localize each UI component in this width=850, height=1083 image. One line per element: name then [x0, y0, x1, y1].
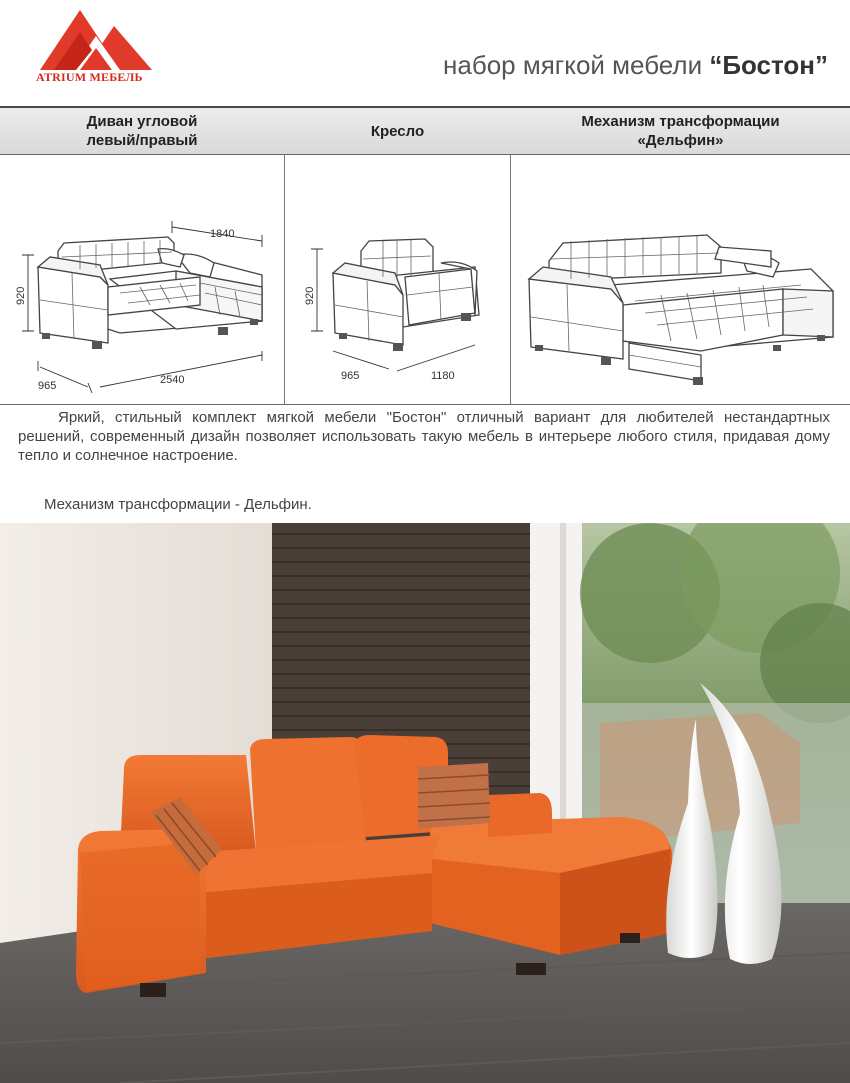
- description-paragraph: Яркий, стильный комплект мягкой мебели "Бостон" отличный вариант для любителей нестандартных решений, современный дизайн позволяет использовать такую мебель в интерьере любого стиля, придавая дому тепло и солнечное настроение.: [18, 409, 830, 464]
- page-title: [443, 50, 828, 81]
- sofa-dim-height: 920: [15, 286, 27, 305]
- armchair-sketch: [285, 155, 510, 405]
- description-block: [18, 408, 830, 465]
- table-header-row: [0, 108, 850, 155]
- dolphin-mechanism-sketch: [511, 155, 850, 405]
- armchair-drawing: [285, 155, 510, 405]
- page-header: [0, 0, 850, 108]
- sofa-dim-depth: 965: [38, 380, 57, 392]
- page-title-name: “Бостон”: [709, 50, 828, 80]
- header-corner-sofa: [0, 108, 284, 154]
- header-mechanism: [511, 108, 850, 154]
- mechanism-drawing: [511, 155, 850, 405]
- logo-text: ATRIUM МЕБЕЛЬ: [36, 70, 143, 84]
- sofa-dim-length: 2540: [160, 374, 185, 386]
- header-armchair: [285, 108, 510, 154]
- header-armchair-label: Кресло: [370, 122, 425, 140]
- header-mechanism-line2: «Дельфин»: [637, 132, 724, 149]
- orange-corner-sofa-photo: [0, 523, 850, 1083]
- corner-sofa-drawing: [0, 155, 284, 405]
- header-corner-sofa-line1: Диван угловой: [86, 113, 198, 130]
- chair-dim-depth: 965: [341, 370, 360, 382]
- header-corner-sofa-line2: левый/правый: [86, 132, 198, 149]
- chair-dim-width: 1180: [431, 370, 455, 382]
- header-mechanism-line1: Механизм трансформации: [581, 113, 780, 130]
- product-photo: [0, 523, 850, 1083]
- corner-sofa-sketch: [0, 155, 284, 405]
- mechanism-note: Механизм трансформации - Дельфин.: [44, 496, 312, 513]
- sofa-dim-width: 1840: [210, 228, 235, 240]
- spec-table: [0, 108, 850, 405]
- page-title-prefix: набор мягкой мебели: [443, 50, 710, 80]
- chair-dim-height: 920: [304, 286, 316, 305]
